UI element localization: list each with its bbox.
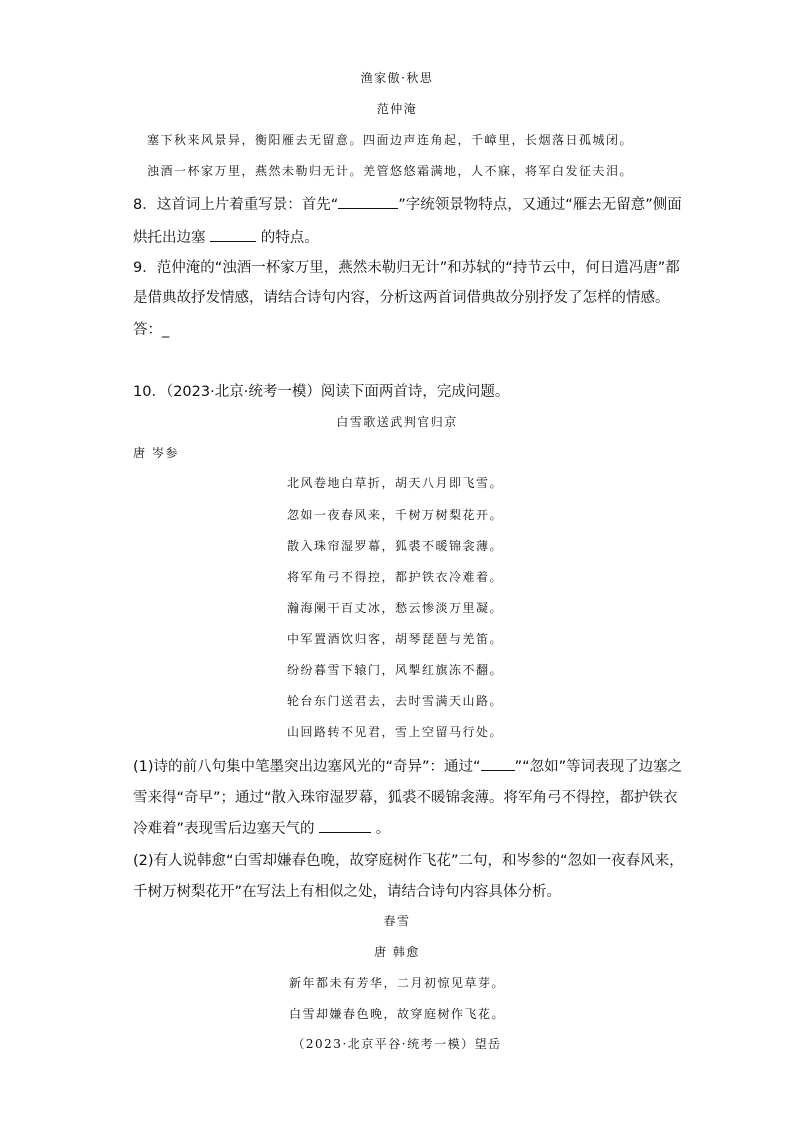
q8-blank-2[interactable] (210, 228, 256, 242)
poem-baixue-line-3: 散入珠帘湿罗幕，狐裘不暖锦衾薄。 (287, 539, 504, 553)
poem-chunxue-author: 唐 韩愈 (374, 945, 420, 959)
poem-baixue-line-1: 北风卷地白草折，胡天八月即飞雪。 (287, 476, 504, 490)
poem1-title: 渔家傲·秋思 (360, 71, 434, 85)
poem-baixue-line-4: 将军角弓不得控，都护铁衣冷难着。 (287, 570, 504, 584)
question-10-intro: 10．（2023·北京·统考一模）阅读下面两首诗，完成问题。 (133, 384, 510, 400)
question-9-answer[interactable]: 答：_ (133, 322, 170, 338)
sub1-blank-1[interactable] (481, 757, 515, 771)
q8-text-c: 烘托出边塞 (133, 230, 206, 246)
sub1-text-c: 冷难着”表现雪后边塞天气的 (133, 821, 315, 837)
poem-baixue-title: 白雪歌送武判官归京 (336, 415, 458, 429)
q8-text-d: 的特点。 (260, 230, 319, 246)
next-question-line: （2023·北京平谷·统考一模）望岳 (292, 1037, 502, 1051)
poem1-author: 范仲淹 (376, 102, 418, 116)
question-8-line-2 (133, 226, 319, 247)
question-8-line-1 (133, 193, 682, 214)
poem-chunxue-line-1: 新年都未有芳华，二月初惊见草芽。 (288, 976, 505, 990)
poem1-line-2: 浊酒一杯家万里，燕然未勒归无计。羌管悠悠霜满地，人不寐，将军白发征夫泪。 (147, 164, 634, 178)
q8-text-a: 8．这首词上片着重写景：首先“ (133, 197, 339, 213)
poem-baixue-author: 唐 岑参 (133, 446, 179, 460)
sub1-text-a: (1)诗的前八句集中笔墨突出边塞风光的“奇异”：通过“ (133, 759, 481, 775)
sub1-blank-2[interactable] (319, 819, 371, 833)
sub1-line-2: 雪来得“奇早”；通过“散入珠帘湿罗幕，狐裘不暖锦衾薄。将军角弓不得控，都护铁衣 (133, 790, 678, 806)
question-9-line-2: 是借典故抒发情感，请结合诗句内容，分析这两首词借典故分别抒发了怎样的情感。 (133, 290, 670, 306)
poem-baixue-line-2: 忽如一夜春风来，千树万树梨花开。 (287, 508, 504, 522)
poem-baixue-line-7: 纷纷暮雪下辕门，风掣红旗冻不翻。 (287, 663, 504, 677)
q8-blank-1[interactable] (338, 195, 398, 209)
question-9-line-1: 9．范仲淹的“浊酒一杯家万里，燕然未勒归无计”和苏轼的“持节云中，何日遣冯唐”都 (133, 260, 680, 276)
poem-chunxue-line-2: 白雪却嫌春色晚，故穿庭树作飞花。 (288, 1007, 505, 1021)
poem-baixue-line-8: 轮台东门送君去，去时雪满天山路。 (287, 694, 504, 708)
sub1-line-3 (133, 817, 390, 838)
sub1-text-b: ”“忽如”等词表现了边塞之 (514, 759, 683, 775)
sub1-text-d: 。 (375, 821, 391, 837)
poem-baixue-line-5: 瀚海阑干百丈冰，愁云惨淡万里凝。 (287, 601, 504, 615)
sub2-line-2: 千树万树梨花开”在写法上有相似之处，请结合诗句内容具体分析。 (133, 884, 562, 900)
poem-chunxue-title: 春雪 (383, 914, 411, 928)
q8-text-b: ”字统领景物特点，又通过“雁去无留意”侧面 (398, 197, 682, 213)
poem-baixue-line-6: 中军置酒饮归客，胡琴琵琶与羌笛。 (287, 632, 504, 646)
poem1-line-1: 塞下秋来风景异，衡阳雁去无留意。四面边声连角起，千嶂里，长烟落日孤城闭。 (147, 133, 634, 147)
poem-baixue-line-9: 山回路转不见君，雪上空留马行处。 (287, 725, 504, 739)
sub1-line-1 (133, 755, 682, 776)
sub2-line-1: (2)有人说韩愈“白雪却嫌春色晚，故穿庭树作飞花”二句，和岑参的“忽如一夜春风来， (133, 853, 684, 869)
